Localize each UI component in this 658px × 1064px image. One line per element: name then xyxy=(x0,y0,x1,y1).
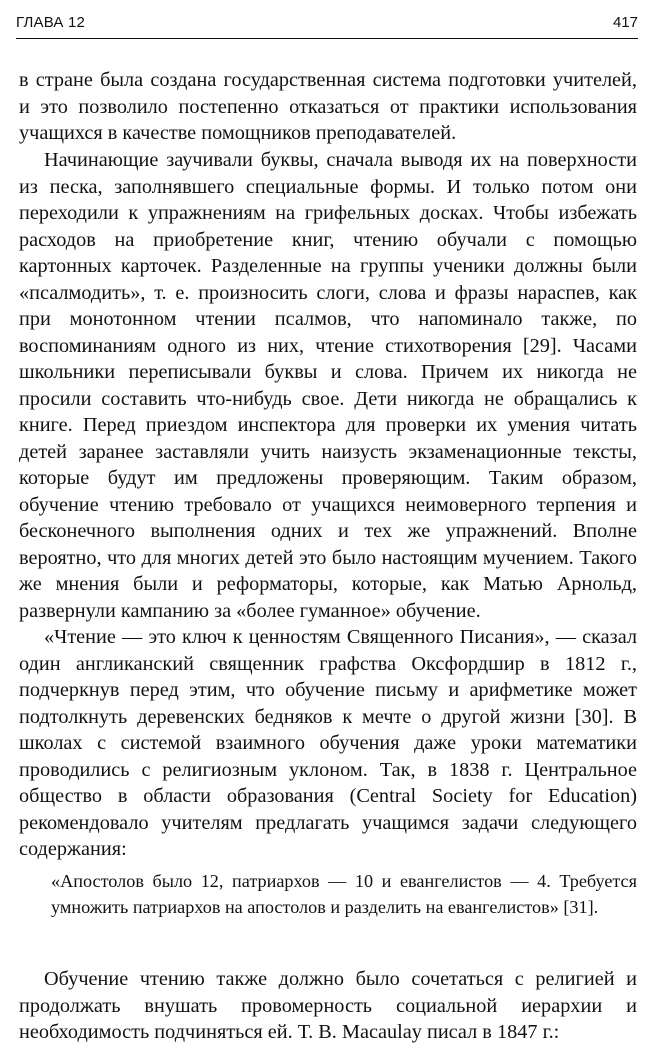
paragraph-letter-learning: Начинающие заучивали буквы, сначала выводя их на поверхности из песка, заполнявшего специальные формы. И только потом они переходили к упражнениям на грифельных досках. Чтобы избежать расходов на приобретение книг, чтению обучали с помощью картонных карточек. Разделенные на группы ученики должны были «псалмодить», т. е. произносить слоги, слова и фразы нараспев, как при монотонном чтении псалмов, что напоминало также, по воспоминаниям одного из них, чтение стихотворения [29]. Часами школьники переписывали буквы и слова. Причем их никогда не просили составить что-нибудь свое. Дети никогда не обращались к книге. Перед приездом инспектора для проверки их умения читать детей заранее заставляли учить наизусть экзаменационные тексты, которые будут им предложены проверяющим. Таким образом, обучение чтению требовало от учащихся неимоверного терпения и бесконечного выполнения одних и тех же упражнений. Вполне вероятно, что для многих детей это было настоящим мучением. Такого же мнения были и реформаторы, которые, как Матью Арнольд, развернули кампанию за «более гуманное» обучение. xyxy=(19,149,637,622)
running-head xyxy=(16,12,638,39)
paragraph-continuation: в стране была создана государственная система подготовки учителей, и это позволило постепенно отказаться от практики использования учащихся в качестве помощников преподавателей. xyxy=(19,69,637,144)
chapter-title: ГЛАВА 12 xyxy=(16,14,86,31)
paragraph-religious-reading: «Чтение — это ключ к ценностям Священного Писания», — сказал один англиканский священник графства Оксфордшир в 1812 г., подчеркнув перед этим, что обучение письму и арифметике может подтолкнуть деревенских бедняков к мечте о другой жизни [30]. В школах с системой взаимного обучения даже уроки математики проводились с религиозным уклоном. Так, в 1838 г. Центральное общество в области образования (Central Society for Education) рекомендовало учителям предлагать учащимся задачи следующего содержания: xyxy=(19,626,637,860)
block-quote: «Апостолов было 12, патриархов — 10 и евангелистов — 4. Требуется умножить патриархов на апостолов и разделить на евангелистов» [31]. xyxy=(51,871,637,917)
page-number: 417 xyxy=(612,14,638,31)
paragraph-social-hierarchy: Обучение чтению также должно было сочетаться с религией и продолжать внушать провомерность социальной иерархии и необходимость подчиняться ей. Т. В. Macaulay писал в 1847 г.: xyxy=(19,968,637,1043)
